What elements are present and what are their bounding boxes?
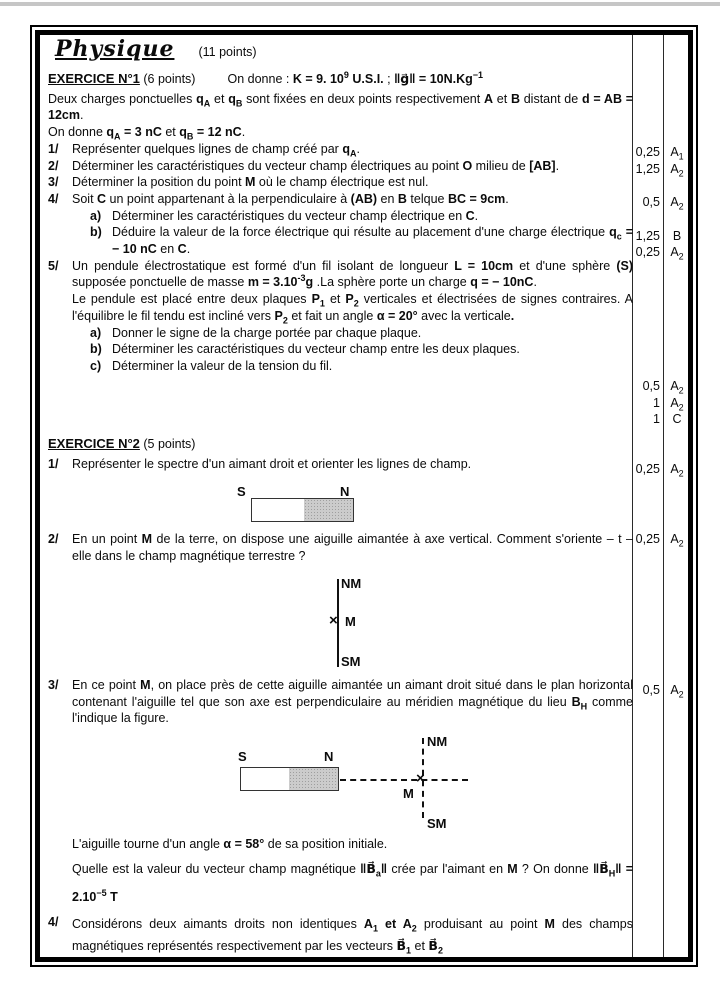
text-segment: Déterminer la valeur de la tension du fil.	[112, 358, 333, 373]
text-segment: comme l'indique la figure.	[72, 694, 633, 726]
question-number: 2/	[48, 158, 59, 173]
text-segment: .	[533, 275, 537, 290]
question-number: 2/	[48, 532, 59, 547]
bar-magnet	[240, 767, 339, 791]
mark-competency-code: $A_2$	[670, 162, 684, 179]
text-segment: q = − 10nC	[470, 275, 534, 290]
question-5a	[48, 325, 633, 342]
text-segment: Déterminer les caractéristiques du vecteur champ électriques au point	[72, 158, 463, 173]
north-pole-label: N	[340, 484, 350, 500]
bar-magnet-figure	[48, 486, 633, 522]
question-number: 4/	[48, 191, 59, 206]
text-segment: Déduire la valeur de la force électrique qui résulte au placement d'une charge électrique	[112, 225, 610, 240]
text-segment: P	[274, 308, 283, 323]
mark-competency-code: $A_2$	[670, 379, 684, 396]
text-segment: B	[397, 191, 407, 206]
text-segment: EXERCICE N°2	[48, 436, 140, 451]
text-segment: Considérons deux aimants droits non identiques	[72, 916, 364, 931]
text-segment: d = AB = 12cm	[48, 91, 634, 123]
text-segment: M	[507, 861, 518, 876]
text-segment: =	[621, 861, 634, 876]
text-segment: Deux charges ponctuelles	[48, 91, 197, 106]
text-segment: = − 10 nC	[112, 225, 633, 257]
text-segment: 2	[437, 945, 443, 956]
text-segment: B	[510, 91, 520, 106]
mark-competency-code: $A_2$	[670, 245, 684, 262]
exam-frame	[30, 25, 698, 967]
question-2	[48, 158, 633, 175]
bar-magnet	[251, 498, 354, 522]
intro-paragraph	[48, 91, 633, 124]
ex2-question-2	[48, 531, 633, 564]
given-values	[48, 124, 633, 141]
text-segment: distant de	[519, 91, 582, 106]
text-segment: en	[156, 242, 178, 257]
text-segment: = 12 nC	[193, 125, 242, 140]
question-4	[48, 191, 633, 208]
mark-competency-code: $A_2$	[670, 462, 684, 479]
text-segment: 2	[411, 923, 417, 934]
text-segment: 1	[406, 945, 412, 956]
south-pole-label: S	[237, 484, 246, 500]
mark-points: 0,5	[642, 683, 660, 697]
text-segment: C	[177, 242, 187, 257]
text-segment: A	[349, 148, 357, 159]
ex2-question-4	[48, 911, 633, 957]
text-segment: ‖	[380, 861, 388, 876]
text-segment: On donne	[48, 125, 107, 140]
question-3	[48, 174, 633, 191]
text-segment: supposée ponctuelle de masse	[72, 275, 248, 290]
text-segment: ;	[383, 72, 395, 86]
text-segment: et fait un angle	[287, 308, 377, 323]
text-segment: H	[580, 701, 588, 712]
text-segment: Déterminer les caractéristiques du vecteur champ entre les deux plaques.	[112, 342, 520, 357]
mark-points: 0,25	[635, 462, 660, 476]
ex2-question-3	[48, 677, 633, 727]
text-segment: O	[462, 158, 473, 173]
question-5	[48, 258, 633, 291]
text-segment: 2.10	[72, 889, 97, 904]
text-segment: sont fixées en deux points respectivement	[242, 91, 484, 106]
text-segment: Un pendule électrostatique est formé d'un fil isolant de longueur	[72, 258, 455, 273]
text-segment: .	[510, 308, 515, 323]
south-pole-label: S	[238, 748, 247, 764]
question-letter: a)	[90, 208, 102, 223]
text-segment: q	[179, 125, 187, 140]
subject-points: (11 points)	[198, 45, 257, 59]
text-segment: Donner le signe de la charge portée par chaque plaque.	[112, 325, 422, 340]
text-segment: .	[505, 191, 509, 206]
magnet-south-half	[252, 499, 304, 521]
point-m-cross: ×	[416, 769, 425, 787]
compass-needle-figure	[48, 577, 633, 669]
mark-competency-code: $A_2$	[670, 195, 684, 212]
text-segment: des champs magnétiques représentés respectivement par les vecteurs	[72, 916, 633, 953]
question-4b	[48, 224, 633, 257]
text-segment: Soit	[72, 191, 98, 206]
text-segment: =	[415, 72, 430, 86]
mark-competency-code: $A_2$	[670, 396, 684, 413]
question-5c	[48, 358, 633, 375]
text-segment: et	[377, 916, 403, 931]
text-segment: P	[345, 292, 354, 307]
text-segment: .	[186, 242, 191, 257]
mark-points: 1	[653, 412, 660, 426]
text-segment: et d'une sphère	[513, 258, 617, 273]
text-segment: de la terre, on dispose une aiguille aimantée à axe vertical. Comment s'oriente – t – elle dans le champ magnétique terrestre ?	[72, 532, 633, 564]
text-segment: .	[356, 141, 360, 156]
question-letter: a)	[90, 325, 102, 340]
text-segment: P	[311, 292, 320, 307]
text-segment: −5	[96, 887, 107, 898]
question-number: 3/	[48, 677, 59, 692]
text-segment: q	[609, 225, 617, 240]
text-segment: 2	[353, 298, 359, 309]
exercise-2-body	[48, 456, 633, 957]
text-segment: C	[97, 191, 107, 206]
text-segment: milieu de	[472, 158, 530, 173]
text-segment: C	[465, 208, 475, 223]
text-segment: (AB)	[350, 191, 378, 206]
subject-title: Physique	[55, 36, 175, 62]
question-1	[48, 141, 633, 158]
exercise-2-header	[48, 436, 633, 453]
north-pole-label: N	[324, 748, 334, 764]
text-segment: B	[235, 98, 243, 109]
text-segment: .	[241, 125, 246, 140]
question-letter: b)	[90, 225, 102, 240]
text-segment: ? On donne	[517, 861, 593, 876]
text-segment: 2	[282, 315, 288, 326]
text-segment: un point appartenant à la perpendiculaire à	[106, 191, 351, 206]
text-segment: q	[228, 91, 236, 106]
text-segment: L = 10cm	[454, 258, 514, 273]
text-segment: 9	[343, 69, 349, 80]
text-segment: 10N.Kg	[429, 72, 473, 86]
mark-competency-code: $A_1$	[670, 145, 684, 162]
text-segment: Déterminer les caractéristiques du vecteur champ électrique en	[112, 208, 466, 223]
text-segment: en	[377, 191, 398, 206]
question-5b	[48, 341, 633, 358]
needle-south-label: SM	[427, 815, 447, 831]
text-segment: où le champ électrique est nul.	[255, 175, 429, 190]
text-segment: c	[616, 231, 622, 242]
mark-points: 1,25	[635, 229, 660, 243]
question-letter: c)	[90, 358, 102, 373]
text-segment: -3	[297, 273, 306, 284]
text-segment: H	[608, 868, 616, 879]
text-segment: BC = 9cm	[447, 191, 506, 206]
magnet-north-half	[289, 768, 338, 790]
text-segment: m = 3.10	[247, 275, 298, 290]
question-number: 3/	[48, 175, 59, 190]
mark-competency-code: B	[672, 229, 682, 243]
text-segment: A	[483, 91, 494, 106]
text-segment: Quelle est la valeur du vecteur champ magnétique	[72, 861, 361, 876]
question-number: 4/	[48, 914, 59, 929]
text-segment: avec la verticale	[417, 308, 511, 323]
question-5-text	[48, 291, 633, 324]
text-segment: EXERCICE N°1	[48, 71, 140, 86]
text-segment: ‖	[615, 861, 622, 876]
text-segment: [AB]	[529, 158, 556, 173]
text-segment: et	[411, 938, 429, 953]
text-segment: U.S.I.	[348, 72, 384, 86]
text-segment: telque	[406, 191, 448, 206]
subject-title-row	[55, 36, 257, 62]
mark-points: 0,25	[635, 245, 660, 259]
point-m-label: M	[403, 785, 414, 801]
text-segment: A	[402, 916, 412, 931]
mark-points: 1,25	[635, 162, 660, 176]
text-segment: Le pendule est placé entre deux plaques	[72, 292, 312, 307]
text-segment: α = 58°	[223, 836, 265, 851]
text-segment: A	[114, 131, 121, 142]
question-letter: b)	[90, 342, 102, 357]
exercise-1-section	[48, 71, 633, 375]
text-segment: et	[161, 125, 180, 140]
text-segment: (S)	[616, 258, 633, 273]
text-segment: .La sphère porte un charge	[313, 275, 471, 290]
ex2-question-1	[48, 456, 633, 473]
text-segment: α = 20°	[376, 308, 418, 323]
text-segment: (5 points)	[139, 437, 196, 451]
point-m-cross: ×	[329, 611, 338, 629]
mark-points: 1	[653, 396, 660, 410]
mark-points: 0,25	[635, 532, 660, 546]
text-segment: On donne :	[227, 72, 293, 86]
text-segment: (6 points)	[139, 72, 196, 86]
text-segment: q	[342, 141, 350, 156]
mark-competency-code: C	[672, 412, 682, 426]
text-segment: En un point	[72, 532, 142, 547]
exercise-1-header	[48, 71, 633, 88]
mark-points: 0,5	[642, 195, 660, 209]
text-segment: crée par l'aimant en	[387, 861, 508, 876]
text-segment: .	[555, 158, 560, 173]
mark-points: 0,5	[642, 379, 660, 393]
text-segment: q	[196, 91, 204, 106]
text-segment: M	[544, 916, 555, 931]
text-segment: , on place près de cette aiguille aimantée un aimant droit situé dans le plan horizontal contenant l'aiguille tel que son axe est perpendiculaire au méridien magnétique du lieu	[72, 677, 633, 709]
text-segment: ‖g⃗‖	[394, 72, 416, 86]
text-segment: de sa position initiale.	[264, 836, 388, 851]
question-number: 1/	[48, 141, 59, 156]
mark-competency-code: $A_2$	[670, 683, 684, 700]
text-segment: M	[140, 677, 151, 692]
question-number: 1/	[48, 456, 59, 471]
text-segment: et	[210, 91, 229, 106]
text-segment: 1	[372, 923, 378, 934]
text-segment: B	[186, 131, 194, 142]
text-segment: ‖	[592, 861, 600, 876]
text-segment: et	[493, 91, 511, 106]
page-scan-edge	[0, 2, 720, 6]
text-segment: T	[106, 889, 118, 904]
magnet-and-needle-figure	[48, 735, 633, 833]
point-m-label: M	[345, 613, 356, 629]
mark-points: 0,25	[635, 145, 660, 159]
text-segment: 1	[319, 298, 325, 309]
text-segment: g	[305, 275, 314, 290]
text-segment: B⃗	[599, 861, 609, 876]
needle-north-label: NM	[427, 733, 448, 749]
text-segment: En ce point	[72, 677, 141, 692]
text-segment: = 3 nC	[120, 125, 162, 140]
text-segment: q	[106, 125, 115, 140]
text-segment: Représenter quelques lignes de champ créé par	[72, 141, 343, 156]
text-segment: Déterminer la position du point	[72, 175, 246, 190]
text-segment: M	[141, 532, 153, 547]
magnet-north-half	[304, 499, 353, 521]
magnet-south-half	[241, 768, 289, 790]
text-segment: B⃗	[428, 938, 438, 953]
needle-north-label: NM	[341, 575, 362, 591]
text-segment: produisant au point	[416, 916, 545, 931]
question-4a	[48, 208, 633, 225]
mark-competency-code: $A_2$	[670, 532, 684, 549]
text-segment: ‖	[360, 861, 367, 876]
text-segment: a	[375, 868, 381, 879]
text-segment: L'aiguille tourne d'un angle	[72, 836, 224, 851]
exercise-1-body	[48, 91, 633, 375]
text-segment: B	[571, 694, 581, 709]
text-segment: K = 9. 10	[292, 72, 344, 86]
text-segment: −1	[472, 69, 484, 80]
text-segment: B⃗	[396, 938, 407, 953]
text-segment: Représenter le spectre d'un aimant droit et orienter les lignes de champ.	[72, 456, 472, 471]
ex2-q3-text-1	[48, 836, 633, 853]
needle-south-label: SM	[341, 653, 361, 669]
text-segment: A	[203, 98, 211, 109]
text-segment: A	[363, 916, 373, 931]
text-segment: M	[245, 175, 256, 190]
text-segment: et	[324, 292, 346, 307]
text-segment: B⃗	[366, 861, 376, 876]
question-number: 5/	[48, 258, 59, 273]
text-segment: .	[79, 108, 84, 123]
exercise-2-section	[48, 436, 633, 957]
text-segment: .	[474, 208, 479, 223]
ex2-q3-text-2	[48, 853, 633, 911]
magnet-axis-dashed-line	[340, 779, 468, 781]
text-segment: verticales et électrisées de signes contraires. A l'équilibre le fil tendu est incliné vers	[72, 292, 634, 323]
